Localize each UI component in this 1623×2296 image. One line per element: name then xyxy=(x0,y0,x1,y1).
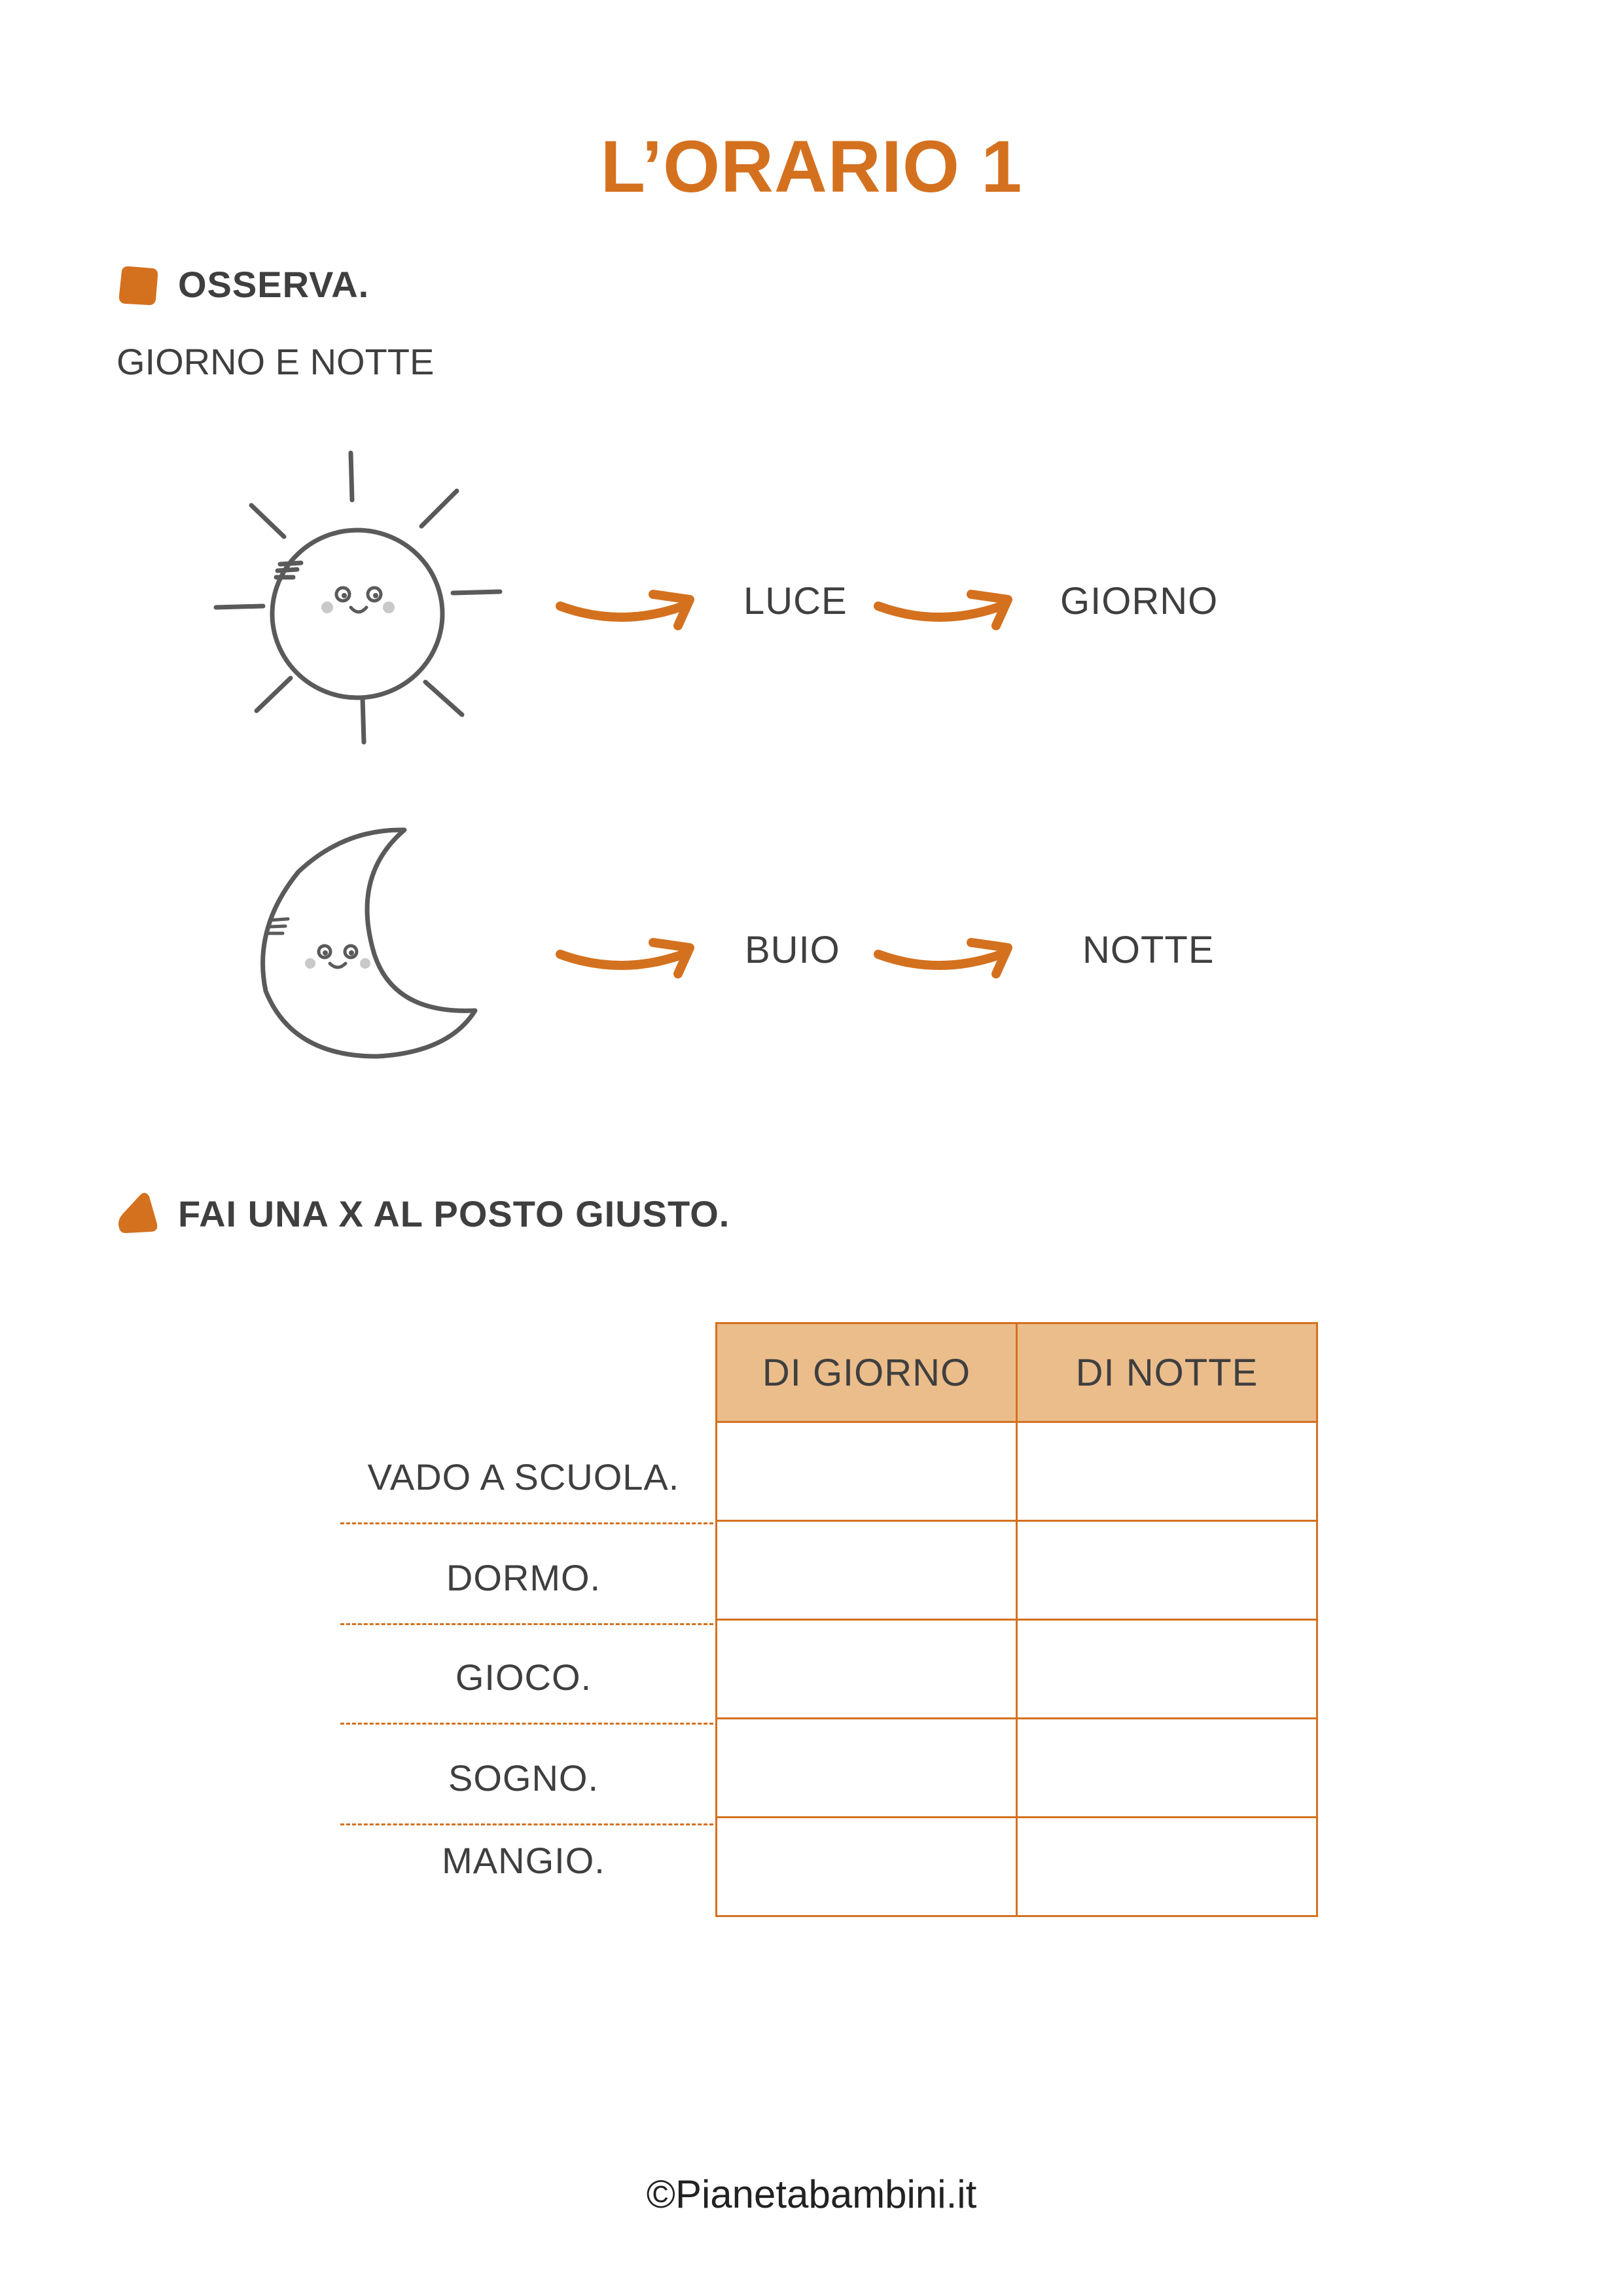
answer-cell-day[interactable] xyxy=(717,1422,1017,1521)
answer-cell-day[interactable] xyxy=(717,1818,1017,1916)
sun-icon xyxy=(203,445,517,759)
dashed-divider xyxy=(340,1823,713,1825)
answer-table xyxy=(715,1322,1318,1917)
arrow-right-icon xyxy=(873,924,1024,983)
answer-cell-night[interactable] xyxy=(1017,1620,1317,1719)
section-instruction-label: FAI UNA X AL POSTO GIUSTO. xyxy=(178,1193,730,1234)
answer-cell-day[interactable] xyxy=(717,1719,1017,1818)
arrow-right-icon xyxy=(555,924,705,983)
section-bullet-icon xyxy=(116,264,160,308)
answer-cell-night[interactable] xyxy=(1017,1521,1317,1620)
answer-cell-night[interactable] xyxy=(1017,1422,1317,1521)
answer-cell-night[interactable] xyxy=(1017,1818,1317,1916)
row-label: DORMO. xyxy=(446,1557,601,1598)
arrow-right-icon xyxy=(555,576,705,635)
answer-cell-day[interactable] xyxy=(717,1620,1017,1719)
table-header-row xyxy=(717,1323,1317,1422)
table-row xyxy=(717,1422,1317,1521)
section-bullet-icon xyxy=(115,1191,158,1234)
row-label: SOGNO. xyxy=(448,1757,599,1799)
row-label: GIOCO. xyxy=(455,1657,592,1698)
row-label: MANGIO. xyxy=(442,1840,605,1881)
buio-label: BUIO xyxy=(745,929,840,971)
moon-icon xyxy=(259,823,488,1066)
table-row xyxy=(717,1719,1317,1818)
section-observe-label: OSSERVA. xyxy=(178,264,370,305)
giorno-label: GIORNO xyxy=(1060,580,1219,622)
dashed-divider xyxy=(340,1522,713,1524)
dashed-divider xyxy=(340,1623,713,1625)
table-row xyxy=(717,1620,1317,1719)
table-row xyxy=(717,1521,1317,1620)
header-di-giorno: DI GIORNO xyxy=(717,1323,1017,1422)
page-title: L’ORARIO 1 xyxy=(600,126,1023,207)
footer-credit: ©Pianetabambini.it xyxy=(646,2172,977,2216)
notte-label: NOTTE xyxy=(1082,929,1215,971)
dashed-divider xyxy=(340,1723,713,1725)
table-row xyxy=(717,1818,1317,1916)
header-di-notte: DI NOTTE xyxy=(1017,1323,1317,1422)
luce-label: LUCE xyxy=(743,580,847,622)
answer-cell-day[interactable] xyxy=(717,1521,1017,1620)
day-night-subheading: GIORNO E NOTTE xyxy=(116,341,435,382)
arrow-right-icon xyxy=(873,576,1024,635)
answer-cell-night[interactable] xyxy=(1017,1719,1317,1818)
row-label: VADO A SCUOLA. xyxy=(367,1456,680,1498)
